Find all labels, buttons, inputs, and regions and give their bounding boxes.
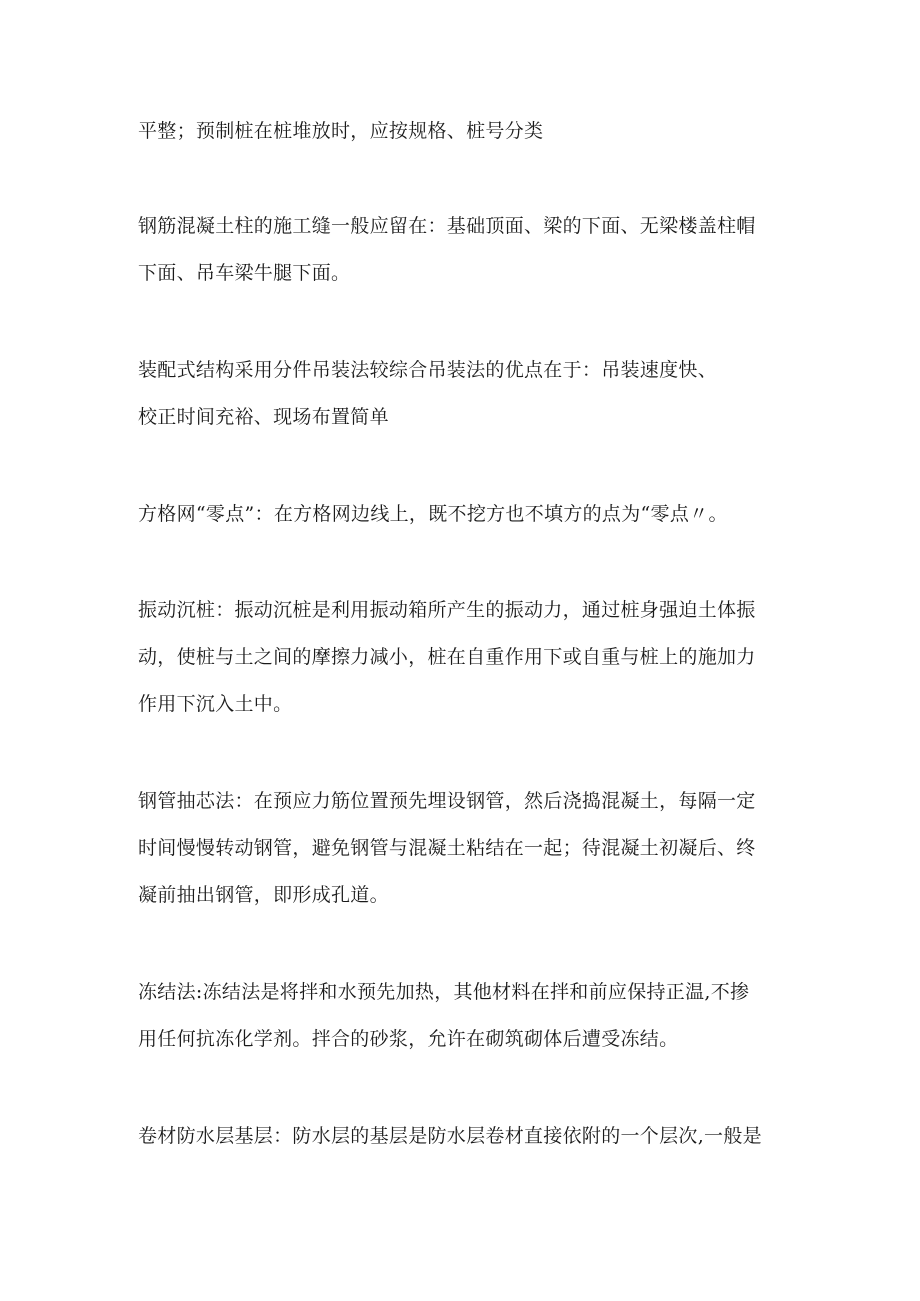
paragraph-5-line-3: 作用下沉入土中。 xyxy=(138,693,293,715)
paragraph-3-line-1: 装配式结构采用分件吊装法较综合吊装法的优点在于：吊装速度快、 xyxy=(138,359,718,381)
paragraph-6-line-3: 凝前抽出钢管，即形成孔道。 xyxy=(138,884,389,906)
paragraph-7-line-2: 用任何抗冻化学剂。拌合的砂浆，允许在砌筑砌体后遭受冻结。 xyxy=(138,1028,679,1050)
paragraph-5-line-1: 振动沉桩：振动沉桩是利用振动箱所产生的振动力，通过桩身强迫土体振 xyxy=(138,599,756,621)
paragraph-1-line-1: 平整；预制桩在桩堆放时，应按规格、桩号分类 xyxy=(138,120,544,142)
paragraph-5-line-2: 动，使桩与土之间的摩擦力减小，桩在自重作用下或自重与桩上的施加力 xyxy=(138,646,756,668)
paragraph-7-line-1: 冻结法:冻结法是将拌和水预先加热，其他材料在拌和前应保持正温,不掺 xyxy=(138,981,750,1003)
paragraph-6-line-1: 钢管抽芯法：在预应力筋位置预先埋设钢管，然后浇捣混凝土，每隔一定 xyxy=(138,790,756,812)
paragraph-2-line-2: 下面、吊车梁牛腿下面。 xyxy=(138,262,351,284)
paragraph-3-line-2: 校正时间充裕、现场布置简单 xyxy=(138,406,389,428)
paragraph-8-line-1: 卷材防水层基层：防水层的基层是防水层卷材直接依附的一个层次,一般是 xyxy=(138,1125,762,1147)
paragraph-6-line-2: 时间慢慢转动钢管，避免钢管与混凝土粘结在一起；待混凝土初凝后、终 xyxy=(138,837,756,859)
paragraph-2-line-1: 钢筋混凝土柱的施工缝一般应留在：基础顶面、梁的下面、无梁楼盖柱帽 xyxy=(138,215,756,237)
paragraph-4-line-1: 方格网“零点”：在方格网边线上，既不挖方也不填方的点为“零点〃。 xyxy=(138,503,728,525)
